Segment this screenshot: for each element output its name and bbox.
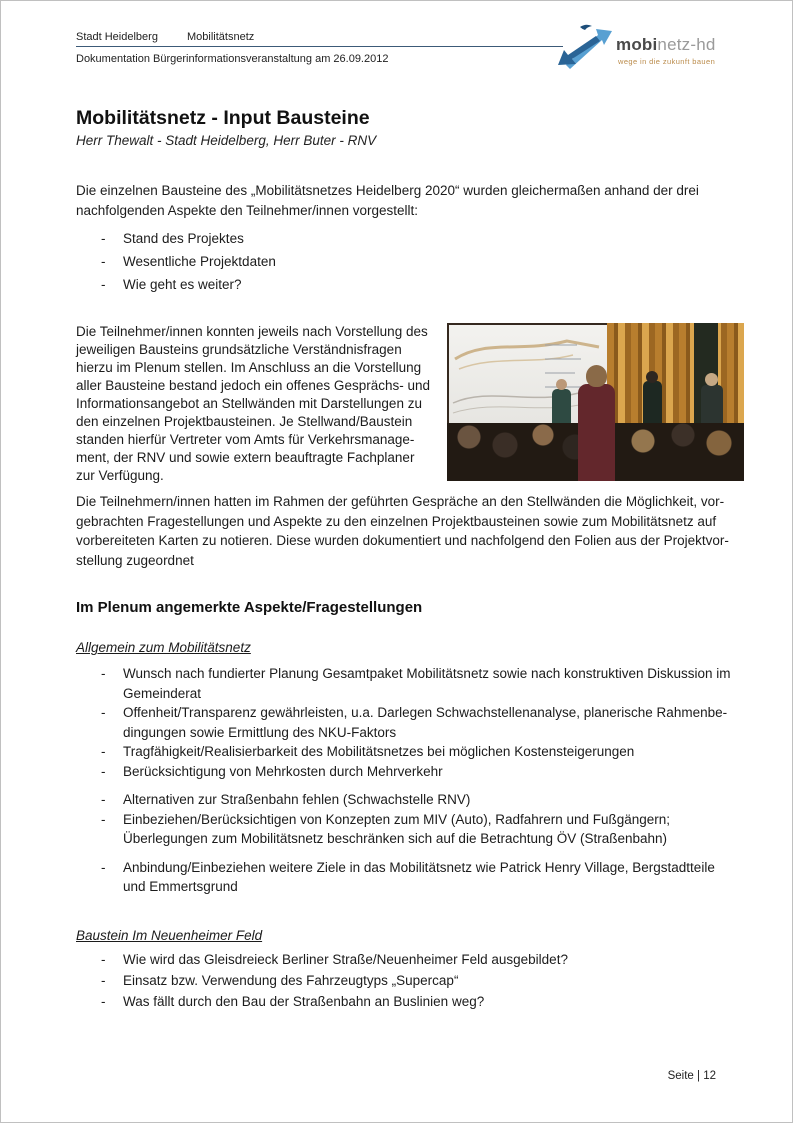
side-line: aller Bausteine bestand jedoch ein offenes Gesprächs- und (76, 378, 430, 393)
side-line: den einzelnen Projektbausteinen. Je Stellwand/Baustein (76, 414, 413, 429)
list-item (101, 992, 744, 1012)
list-item-text: Was fällt durch den Bau der Straßenbahn an Buslinien weg? (123, 993, 485, 1009)
bullet-group-neuenheimer (101, 950, 744, 1012)
list-item-text: Anbindung/Einbeziehen weitere Ziele in das Mobilitätsnetz wie Patrick Henry Village, Bergstadtteile und Emmertsgrund (123, 859, 715, 894)
logo-wordmark (616, 35, 716, 55)
list-item (101, 252, 744, 271)
paragraph-line: gebrachten Fragestellungen und Aspekte zu den einzelnen Projektbausteinen sowie zum Mobilitätsnetz auf (76, 513, 717, 529)
list-item-text: Wunsch nach fundierter Planung Gesamtpaket Mobilitätsnetz sowie nach konstruktiven Diskussion im Gemeinderat (123, 666, 731, 701)
list-item-text: Wie wird das Gleisdreieck Berliner Straße/Neuenheimer Feld ausgebildet? (123, 951, 568, 967)
dash-marker (101, 742, 123, 762)
bullet-group-1 (101, 664, 744, 781)
intro-line: nachfolgenden Aspekte den Teilnehmer/innen vorgestellt: (76, 202, 418, 218)
photo-standing-person (578, 384, 615, 481)
header-doc-line: Dokumentation Bürgerinformationsveranstaltung am 26.09.2012 (76, 53, 389, 65)
followup-paragraph (76, 492, 744, 570)
side-line: ment, der RNV und sowie extern beauftragte Fachplaner (76, 450, 415, 465)
list-item (101, 664, 744, 703)
list-item-text: Wie geht es weiter? (123, 277, 242, 292)
event-photo (447, 323, 744, 481)
photo-attendee-head (705, 373, 718, 386)
bullet-group-2 (101, 790, 744, 849)
logo-text-bold: mobi (616, 35, 658, 54)
list-item-text: Berücksichtigung von Mehrkosten durch Mehrverkehr (123, 763, 443, 779)
side-line: hierzu im Plenum stellen. Im Anschluss an die Vorstellung (76, 360, 422, 375)
photo-presenter-head (556, 379, 567, 390)
intro-bullet-list (101, 229, 744, 294)
dash-marker (101, 664, 123, 703)
list-item-text: Alternativen zur Straßenbahn fehlen (Schwachstelle RNV) (123, 792, 471, 807)
photo-attendee-head (646, 371, 658, 383)
list-item (101, 762, 744, 782)
photo-standing-person-head (586, 365, 607, 387)
side-paragraph (76, 323, 434, 485)
paragraph-line: Die Teilnehmern/innen hatten im Rahmen der geführten Gespräche an den Stellwänden die Möglichkeit, vor- (76, 494, 725, 509)
paragraph-line: vorbereiteten Karten zu notieren. Diese wurden dokumentiert und nachfolgend den Folien aus der Projektvor- (76, 533, 729, 548)
list-item (101, 950, 744, 970)
dash-marker (101, 950, 123, 970)
dash-marker (101, 703, 123, 742)
page-number: Seite | 12 (667, 1070, 716, 1082)
intro-paragraph (76, 181, 744, 220)
header-rule (76, 46, 563, 47)
header-org: Stadt Heidelberg (76, 31, 158, 43)
paragraph-line: stellung zugeordnet (76, 552, 194, 568)
list-item (101, 810, 744, 849)
side-line: zur Verfügung. (76, 468, 164, 483)
dash-marker (101, 275, 123, 294)
header-project: Mobilitätsnetz (187, 31, 255, 43)
list-item-text: Tragfähigkeit/Realisierbarkeit des Mobilitätsnetzes bei möglichen Kostensteigerungen (123, 744, 635, 759)
logo-text-light: netz-hd (657, 35, 716, 54)
text-photo-row (76, 323, 744, 485)
mobinetz-logo (556, 17, 746, 79)
list-item (101, 229, 744, 248)
bullet-group-3 (101, 858, 744, 897)
dash-marker (101, 229, 123, 248)
subsection-heading-neuenheimer-feld: Baustein Im Neuenheimer Feld (76, 927, 263, 943)
dash-marker (101, 858, 123, 897)
dash-marker (101, 810, 123, 849)
dash-marker (101, 252, 123, 271)
list-item-text: Wesentliche Projektdaten (123, 254, 276, 269)
side-line: standen hierfür Vertreter vom Amts für Verkehrsmanage- (76, 432, 415, 447)
page-subtitle: Herr Thewalt - Stadt Heidelberg, Herr Buter - RNV (76, 133, 377, 148)
side-line: Die Teilnehmer/innen konnten jeweils nach Vorstellung des (76, 324, 428, 339)
dash-marker (101, 971, 123, 991)
page-title: Mobilitätsnetz - Input Bausteine (76, 107, 370, 129)
list-item-text: Einsatz bzw. Verwendung des Fahrzeugtyps „Supercap“ (123, 972, 459, 988)
list-item (101, 858, 744, 897)
dash-marker (101, 992, 123, 1012)
logo-tagline: wege in die zukunft bauen (618, 57, 716, 66)
section-heading: Im Plenum angemerkte Aspekte/Fragestellungen (76, 599, 423, 616)
list-item-text: Stand des Projektes (123, 231, 244, 246)
side-line: jeweiligen Bausteins grundsätzliche Verständnisfragen (76, 342, 402, 357)
list-item-text: Einbeziehen/Berücksichtigen von Konzepten zum MIV (Auto), Radfahrern und Fußgängern; Überlegungen zum Mobilitätsnetz beschränken sich auf die Betrachtung ÖV (Straßenbahn) (123, 811, 671, 846)
list-item (101, 742, 744, 762)
list-item (101, 971, 744, 991)
list-item (101, 703, 744, 742)
list-item (101, 790, 744, 810)
dash-marker (101, 762, 123, 782)
side-line: Informationsangebot an Stellwänden mit Darstellungen zu (76, 396, 422, 411)
list-item-text: Offenheit/Transparenz gewährleisten, u.a. Darlegen Schwachstellenanalyse, planerische Rahmenbe- dingungen sowie Ermittlung des NKU-Faktors (123, 705, 728, 740)
dash-marker (101, 790, 123, 810)
intro-line: Die einzelnen Bausteine des „Mobilitätsnetzes Heidelberg 2020“ wurden gleichermaßen anhand der drei (76, 183, 699, 198)
subsection-heading-allgemein: Allgemein zum Mobilitätsnetz (76, 640, 251, 655)
logo-arrows-icon (556, 19, 614, 75)
list-item (101, 275, 744, 294)
